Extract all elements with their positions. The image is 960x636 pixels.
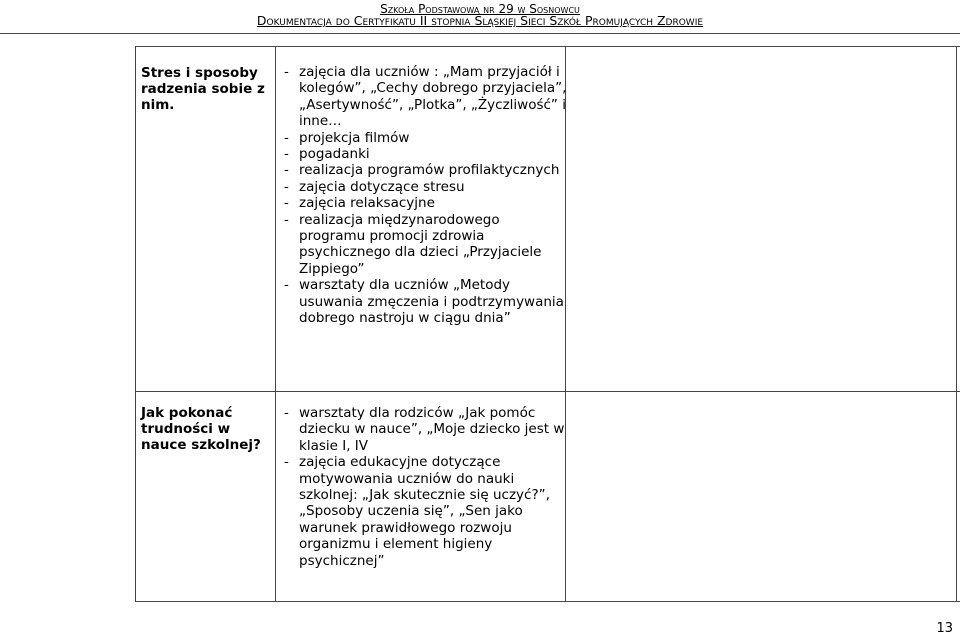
activities-stress	[284, 64, 569, 327]
table-top-border	[135, 46, 960, 47]
list-dash: -	[284, 405, 289, 421]
list-dash: -	[284, 195, 289, 212]
list-dash: -	[284, 454, 289, 471]
list-dash: -	[284, 162, 289, 179]
activities-learning	[284, 405, 569, 569]
document-title: Dokumentacja do Certyfikatu II stopnia Śląskiej Sieci Szkół Promujących Zdrowie	[256, 13, 704, 28]
list-item: - zajęcia dla uczniów : „Mam przyjaciół i kolegów”, „Cechy dobrego przyjaciela”, „Asertywność”, „Plotka”, „Życzliwość” i inne…	[284, 64, 567, 130]
list-item: - zajęcia dotyczące stresu	[284, 178, 465, 195]
list-dash: -	[284, 211, 289, 228]
list-dash: -	[284, 277, 289, 294]
table-bottom-border	[135, 601, 960, 602]
list-item: - realizacja międzynarodowego programu promocji zdrowia psychicznego dla dzieci „Przyjaciele Zippiego”	[284, 211, 542, 277]
page-number: 13	[936, 621, 953, 636]
topic-learning: Jak pokonać trudności w nauce szkolnej?	[141, 405, 261, 453]
header-rule	[0, 33, 960, 34]
list-item: - zajęcia relaksacyjne	[284, 195, 435, 212]
list-dash: -	[284, 129, 289, 146]
list-dash: -	[284, 64, 289, 80]
list-item: - warsztaty dla uczniów „Metody usuwania zmęczenia i podtrzymywania dobrego nastroju w ciągu dnia”	[284, 277, 564, 327]
list-item: - realizacja programów profilaktycznych	[284, 162, 560, 179]
list-dash: -	[284, 178, 289, 195]
topic-stress: Stres i sposoby radzenia sobie z nim.	[141, 65, 265, 113]
table-left-border	[135, 46, 136, 602]
table-right-border	[956, 46, 957, 602]
list-item: - zajęcia edukacyjne dotyczące motywowania uczniów do nauki szkolnej: „Jak skutecznie się uczyć?”, „Sposoby uczenia się”, „Sen jako warunek prawidłowego rozwoju organizmu i element higieny psychicznej”	[284, 454, 550, 569]
list-item: - warsztaty dla rodziców „Jak pomóc dziecku w nauce”, „Moje dziecko jest w klasie I, IV	[284, 405, 565, 454]
row-divider	[135, 391, 960, 392]
list-item: - projekcja filmów	[284, 129, 410, 146]
column-divider-1	[275, 46, 276, 602]
school-name: Szkoła Podstawowa nr 29 w Sosnowcu	[380, 2, 580, 16]
list-item: - pogadanki	[284, 146, 370, 163]
list-dash: -	[284, 146, 289, 163]
